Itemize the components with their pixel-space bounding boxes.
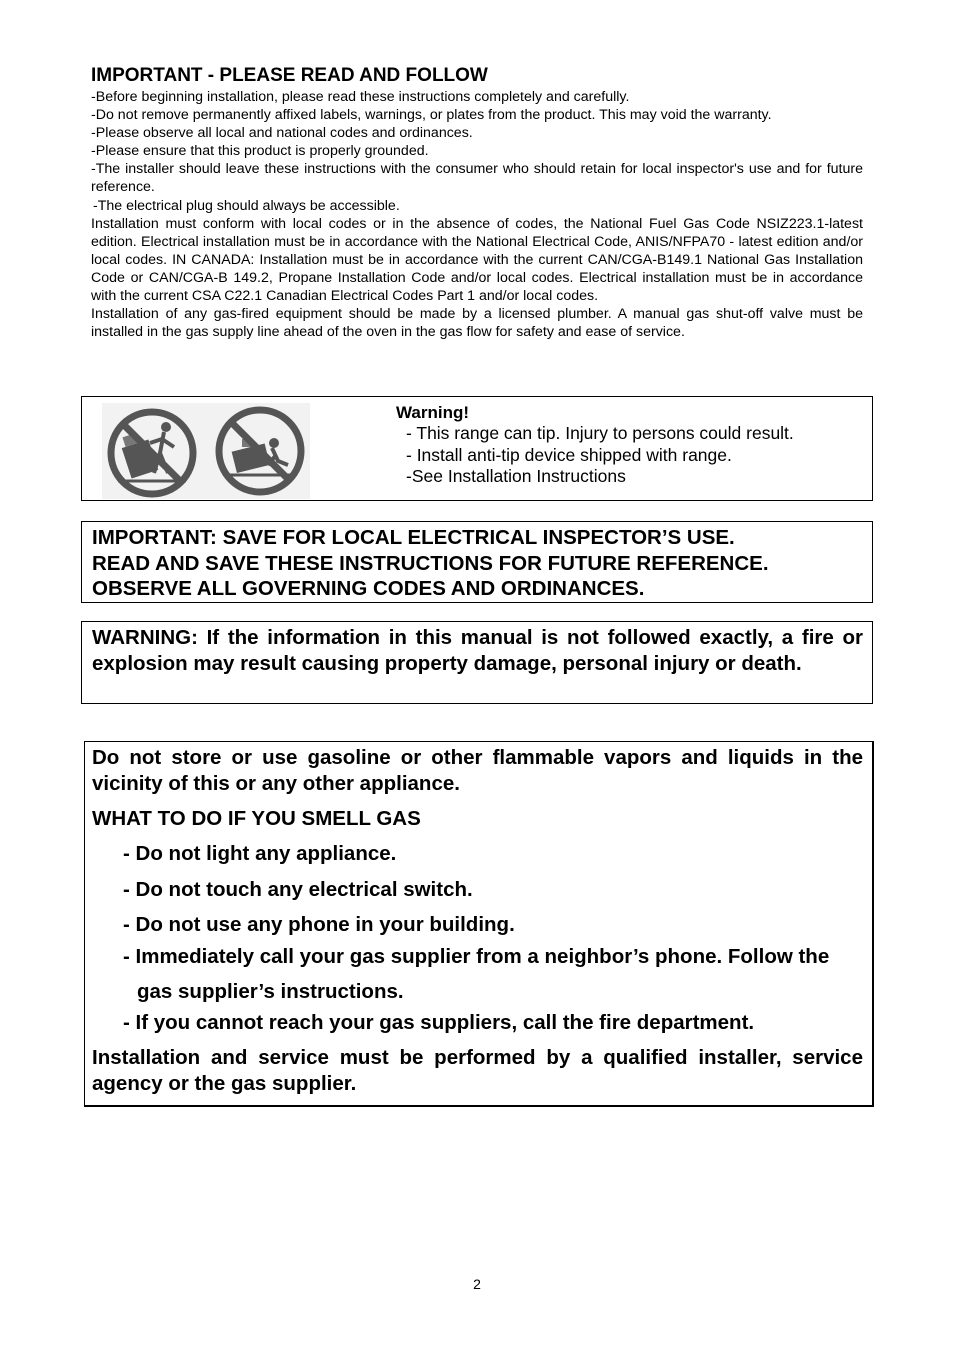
intro-line: -The electrical plug should always be accessible. <box>93 197 400 214</box>
plumber-paragraph: Installation of any gas-fired equipment should be made by a licensed plumber. A manual gas shut-off valve must be installed in the gas supply line ahead of the oven in the gas flow for safety and ease of service. <box>91 306 863 341</box>
gas-instruction-item: - If you cannot reach your gas suppliers, call the fire department. <box>123 1010 755 1034</box>
gas-instruction-item: - Do not light any appliance. <box>123 842 397 866</box>
page-number: 2 <box>473 1276 481 1292</box>
tip-warning-heading: Warning! <box>396 403 470 422</box>
intro-heading: IMPORTANT - PLEASE READ AND FOLLOW <box>91 65 488 86</box>
intro-line: -Please ensure that this product is properly grounded. <box>91 143 429 160</box>
intro-line: -Before beginning installation, please read these instructions completely and carefully. <box>91 89 630 105</box>
qualified-installer-note: Installation and service must be performed by a qualified installer, service agency or the gas supplier. <box>92 1045 863 1095</box>
gas-instruction-item: - Do not touch any electrical switch. <box>123 877 473 901</box>
tip-warning-text <box>396 403 856 488</box>
save-notice-box <box>81 521 873 603</box>
codes-paragraph: Installation must conform with local codes or in the absence of codes, the National Fuel Gas Code NSIZ223.1-latest edition. Electrical installation must be in accordance with the National Electrical Code, ANIS/NFPA70 - latest edition and/or local codes. IN CANADA: Installation must be in accordance with the current CAN/CGA-B149.1 National Gas Installation Code or CAN/CGA-B 149.2, Propane Installation Code and/or local codes. Electrical installation must be in accordance with the current CSA C22.1 Canadian Electrical Codes Part 1 and/or local codes. <box>91 215 863 305</box>
smell-gas-heading: WHAT TO DO IF YOU SMELL GAS <box>92 807 421 830</box>
gas-instruction-item: - Do not use any phone in your building. <box>123 913 515 937</box>
save-notice-line: IMPORTANT: SAVE FOR LOCAL ELECTRICAL INSPECTOR’S USE. <box>92 526 735 549</box>
save-notice-line: READ AND SAVE THESE INSTRUCTIONS FOR FUTURE REFERENCE. <box>92 551 769 575</box>
tip-warning-box <box>81 396 873 501</box>
tip-warning-line: -See Installation Instructions <box>406 466 626 486</box>
intro-line: -Please observe all local and national codes and ordinances. <box>91 125 473 142</box>
intro-line: -Do not remove permanently affixed labels, warnings, or plates from the product. This may void the warranty. <box>91 107 772 124</box>
gas-safety-box <box>84 741 874 1107</box>
tip-warning-line: - Install anti-tip device shipped with range. <box>406 444 732 465</box>
fire-warning-text: WARNING: If the information in this manual is not followed exactly, a fire or explosion may result causing property damage, personal injury or death. <box>92 626 863 675</box>
no-climbing-on-door-icon <box>219 410 301 492</box>
intro-line: -The installer should leave these instructions with the consumer who should retain for local inspector's use and for future reference. <box>91 161 863 196</box>
tip-warning-line: - This range can tip. Injury to persons could result. <box>406 423 794 443</box>
save-notice-line: OBSERVE ALL GOVERNING CODES AND ORDINANCES. <box>92 577 645 600</box>
warning-pictograms <box>102 403 310 499</box>
flammable-warning: Do not store or use gasoline or other flammable vapors and liquids in the vicinity of this or any other appliance. <box>92 746 863 795</box>
gas-instruction-item: - Immediately call your gas supplier from a neighbor’s phone. Follow the gas supplier’s instructions. <box>123 944 830 1003</box>
no-tipping-range-icon <box>111 412 193 494</box>
fire-warning-box <box>81 621 873 704</box>
intro-section <box>91 64 863 341</box>
